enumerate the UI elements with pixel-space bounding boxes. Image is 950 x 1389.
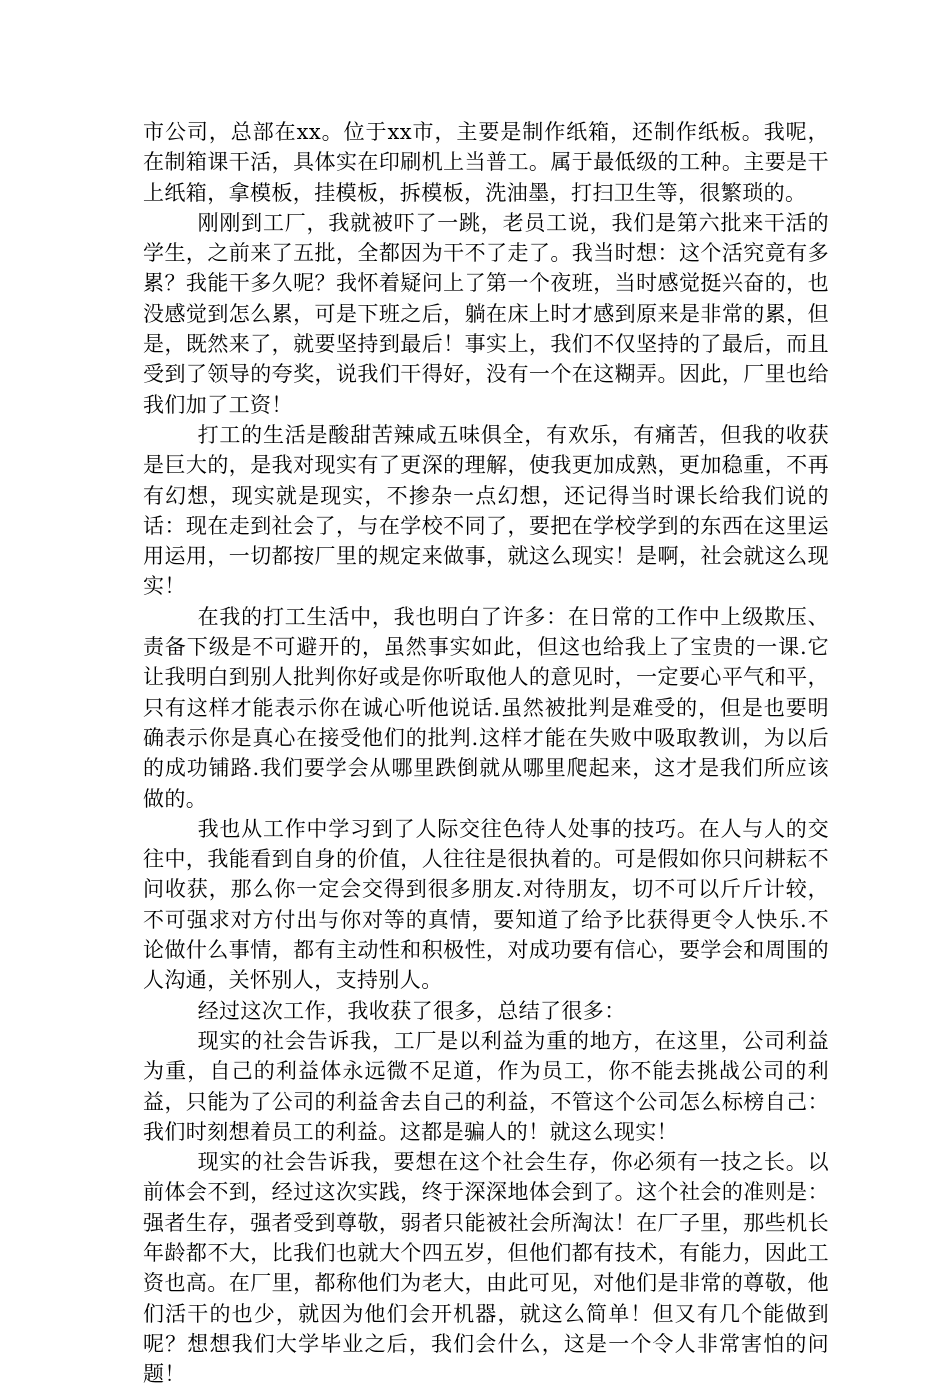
paragraph-6: 经过这次工作，我收获了很多，总结了很多： [197, 998, 626, 1023]
document-body [143, 117, 829, 1389]
paragraph-4: 在我的打工生活中，我也明白了许多：在日常的工作中上级欺压、责备下级是不可避开的，虽然事实如此，但这也给我上了宝贵的一课.它让我明白到别人批判你好或是你听取他人的意见时，一定要心平气和平，只有这样才能表示你在诚心听他说话.虽然被批判是难受的，但是也要明确表示你是真心在接受他们的批判.这样才能在失败中吸取教训，为以后的成功铺路.我们要学会从哪里跌倒就从哪里爬起来，这才是我们所应该做的。 [143, 604, 829, 811]
paragraph-5: 我也从工作中学习到了人际交往色待人处事的技巧。在人与人的交往中，我能看到自身的价值，人往往是很执着的。可是假如你只问耕耘不问收获，那么你一定会交得到很多朋友.对待朋友，切不可以斤斤计较，不可强求对方付出与你对等的真情，要知道了给予比获得更令人快乐.不论做什么事情，都有主动性和积极性，对成功要有信心，要学会和周围的人沟通，关怀别人，支持别人。 [143, 816, 829, 993]
paragraph-7: 现实的社会告诉我，工厂是以利益为重的地方，在这里，公司利益为重，自己的利益体永远微不足道，作为员工，你不能去挑战公司的利益，只能为了公司的利益舍去自己的利益，不管这个公司怎么标榜自己：我们时刻想着员工的利益。这都是骗人的！就这么现实！ [143, 1028, 829, 1144]
paragraph-1: 市公司，总部在xx。位于xx市，主要是制作纸箱，还制作纸板。我呢，在制箱课干活，具体实在印刷机上当普工。属于最低级的工种。主要是干上纸箱，拿模板，挂模板，拆模板，洗油墨，打扫卫生等，很繁琐的。 [143, 120, 829, 205]
paragraph-3: 打工的生活是酸甜苦辣咸五味俱全，有欢乐，有痛苦，但我的收获是巨大的，是我对现实有了更深的理解，使我更加成熟，更加稳重，不再有幻想，现实就是现实，不掺杂一点幻想，还记得当时课长给我们说的话：现在走到社会了，与在学校不同了，要把在学校学到的东西在这里运用运用，一切都按厂里的规定来做事，就这么现实！是啊，社会就这么现实！ [143, 422, 829, 599]
paragraph-8: 现实的社会告诉我，要想在这个社会生存，你必须有一技之长。以前体会不到，经过这次实践，终于深深地体会到了。这个社会的准则是：强者生存，强者受到尊敬，弱者只能被社会所淘汰！在厂子里，那些机长年龄都不大，比我们也就大个四五岁，但他们都有技术，有能力，因此工资也高。在厂里，都称他们为老大，由此可见，对他们是非常的尊敬，他们活干的也少，就因为他们会开机器，就这么简单！但又有几个能做到呢？想想我们大学毕业之后，我们会什么，这是一个令人非常害怕的问题！ [143, 1150, 829, 1387]
paragraph-2: 刚刚到工厂，我就被吓了一跳，老员工说，我们是第六批来干活的学生，之前来了五批，全都因为干不了走了。我当时想：这个活究竟有多累？我能干多久呢？我怀着疑问上了第一个夜班，当时感觉挺兴奋的，也没感觉到怎么累，可是下班之后，躺在床上时才感到原来是非常的累，但是，既然来了，就要坚持到最后！事实上，我们不仅坚持的了最后，而且受到了领导的夸奖，说我们干得好，没有一个在这糊弄。因此，厂里也给我们加了工资！ [143, 210, 829, 417]
